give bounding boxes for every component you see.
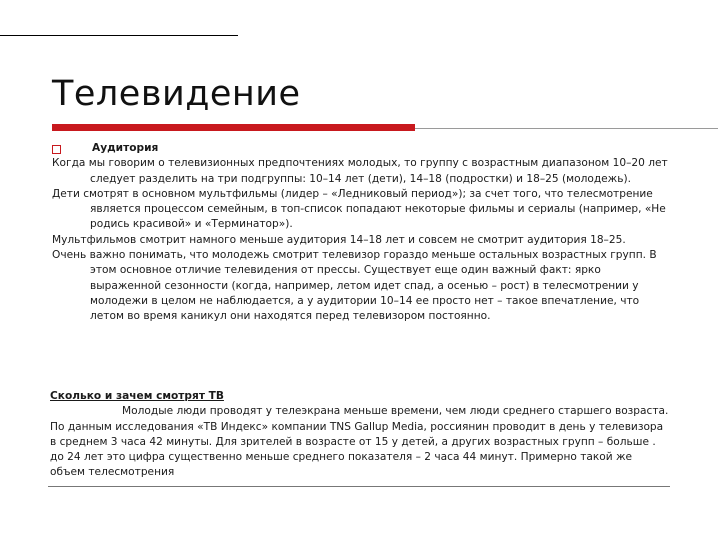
section-text: старшего возраста. По данным исследования «ТВ Индекс» компании TNS Gallup Media, россиянин проводит в день у телевизора в среднем 3 часа 42 минуты. Для зрителей в возрасте от 15 у детей, а других возрастных групп – больше . до 24 лет это цифра существенно меньше среднего показателя – 2 часа 44 минут. Примерно такой же объем телесмотрения (50, 405, 669, 479)
section-lead: Молодые люди проводят у телеэкрана меньше времени, чем люди среднего (122, 405, 555, 418)
bottom-rule (48, 486, 670, 487)
title-underline-red (52, 124, 415, 131)
section-block (50, 389, 670, 481)
paragraph-4: Очень важно понимать, что молодежь смотрит телевизор гораздо меньше остальных возрастных групп. В этом основное отличие телевидения от прессы. Существует еще один важный факт: ярко выраженной сезонности (когда, например, летом идет спад, а осенью – рост) в телесмотрении у молодежи в целом не наблюдается, а у аудитории 10–14 ее просто нет – такое впечатление, что летом во время каникул они находятся перед телевизором постоянно. (52, 249, 657, 323)
bullet-row (52, 141, 672, 156)
paragraph-1: Когда мы говорим о телевизионных предпочтениях молодых, то группу с возрастным диапазоном 10–20 лет следует разделить на три подгруппы: 10–14 лет (дети), 14–18 (подростки) и 18–25 (молодежь). (52, 157, 668, 185)
content-block (52, 141, 672, 325)
slide-title: Телевидение (52, 74, 301, 114)
bullet-heading: Аудитория (92, 142, 159, 154)
paragraph-3: Мультфильмов смотрит намного меньше аудитория 14–18 лет и совсем не смотрит аудитория 18–25. (52, 233, 626, 246)
section-body (50, 404, 670, 480)
section-heading: Сколько и зачем смотрят ТВ (50, 390, 224, 402)
top-rule (0, 35, 238, 36)
paragraph-2: Дети смотрят в основном мультфильмы (лидер – «Ледниковый период»); за счет того, что телесмотрение является процессом семейным, в топ-список попадают некоторые фильмы и сериалы (например, «Не родись красивой» и «Терминатор»). (52, 187, 666, 231)
square-bullet-icon (52, 145, 61, 154)
